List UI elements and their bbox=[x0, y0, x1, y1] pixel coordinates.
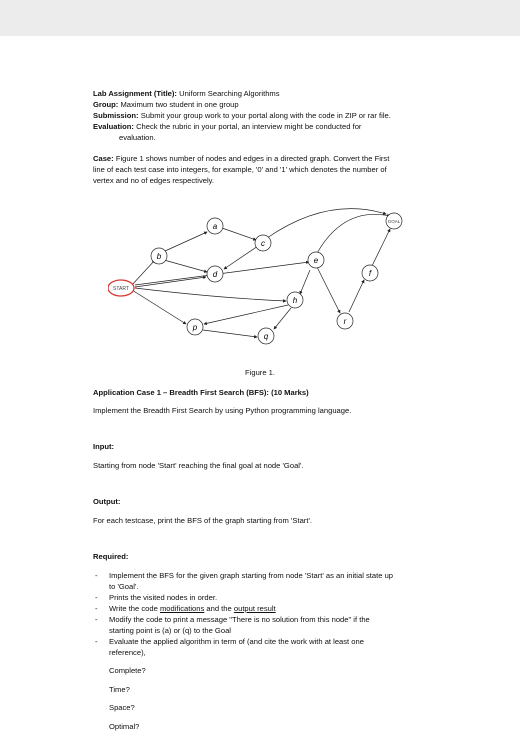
edge-e-r bbox=[317, 267, 340, 313]
modifications-link: modifications bbox=[159, 603, 205, 613]
svg-text:a: a bbox=[212, 222, 218, 231]
node-r bbox=[337, 313, 353, 329]
assignment-body bbox=[93, 379, 463, 740]
list-item: - Modify the code to print a message "There is no solution from this node" if the starting point is (a) or (q) to the Goal bbox=[109, 614, 463, 636]
node-e bbox=[308, 252, 324, 268]
edge-a-c bbox=[222, 228, 256, 240]
list-item: - Write the code modifications and the output result bbox=[109, 603, 463, 614]
graph-figure bbox=[108, 206, 408, 366]
node-start bbox=[108, 280, 134, 296]
edge-f-goal bbox=[372, 229, 390, 266]
case-line-3: vertex and no of edges respectively. bbox=[93, 176, 215, 185]
criterion-complete: Complete? bbox=[109, 666, 146, 676]
assignment-header bbox=[93, 88, 463, 186]
list-item: - Prints the visited nodes in order. bbox=[109, 592, 463, 603]
evaluation-line-2: evaluation. bbox=[119, 133, 156, 142]
node-d bbox=[207, 266, 223, 282]
submission-line: Submission: Submit your group work to your portal along with the code in ZIP or rar file. bbox=[93, 111, 391, 120]
edge-b-d bbox=[164, 260, 207, 272]
application-title: Application Case 1 – Breadth First Search (BFS): (10 Marks) bbox=[93, 387, 309, 397]
node-c bbox=[255, 235, 271, 251]
edge-e-goal bbox=[316, 214, 390, 255]
list-item: - Evaluate the applied algorithm in term of (and cite the work with at least one reference), bbox=[109, 636, 463, 658]
node-goal bbox=[386, 213, 402, 229]
svg-text:q: q bbox=[263, 332, 269, 341]
node-f bbox=[362, 265, 378, 281]
application-text: Implement the Breadth First Search by using Python programming language. bbox=[93, 406, 352, 416]
evaluation-criteria bbox=[93, 665, 463, 732]
svg-text:b: b bbox=[156, 252, 162, 261]
node-h bbox=[287, 292, 303, 308]
edge-p-q bbox=[203, 330, 257, 337]
edge-h-q bbox=[274, 308, 291, 329]
svg-text:e: e bbox=[313, 256, 319, 265]
node-q bbox=[258, 328, 274, 344]
svg-text:f: f bbox=[368, 269, 372, 278]
title-line: Lab Assignment (Title): Uniform Searching Algorithms bbox=[93, 89, 280, 98]
case-line-1: Case: Figure 1 shows number of nodes and edges in a directed graph. Convert the First bbox=[93, 154, 390, 163]
required-list bbox=[93, 570, 463, 658]
edge-start-b bbox=[131, 260, 155, 286]
output-result-link: output result bbox=[233, 603, 276, 613]
edge-c-d bbox=[224, 246, 258, 269]
case-line-2: line of each test case into integers, for example, '0' and '1' which denotes the number of bbox=[93, 165, 387, 174]
criterion-time: Time? bbox=[109, 684, 130, 694]
edge-start-d bbox=[135, 277, 206, 287]
node-b bbox=[151, 248, 167, 264]
input-label: Input: bbox=[93, 442, 115, 452]
edge-c-goal bbox=[267, 209, 386, 238]
output-label: Output: bbox=[93, 497, 121, 507]
svg-text:d: d bbox=[212, 270, 218, 279]
criterion-space: Space? bbox=[109, 703, 135, 713]
svg-text:h: h bbox=[292, 296, 298, 305]
output-text: For each testcase, print the BFS of the graph starting from 'Start'. bbox=[93, 515, 312, 525]
svg-text:c: c bbox=[261, 239, 265, 248]
evaluation-line: Evaluation: Check the rubric in your portal, an interview might be conducted for bbox=[93, 122, 362, 131]
edge-e-h bbox=[300, 270, 310, 294]
svg-text:p: p bbox=[192, 323, 198, 332]
edge-start-h bbox=[135, 288, 286, 301]
node-a bbox=[207, 218, 223, 234]
svg-text:r: r bbox=[343, 317, 347, 326]
group-line: Group: Maximum two student in one group bbox=[93, 100, 239, 109]
node-p bbox=[187, 319, 203, 335]
svg-text:GOAL: GOAL bbox=[387, 219, 401, 224]
svg-text:START: START bbox=[113, 286, 129, 292]
edge-b-a bbox=[165, 232, 207, 251]
criterion-optimal: Optimal? bbox=[109, 721, 140, 731]
edge-r-f bbox=[349, 280, 364, 312]
edge-start-p bbox=[132, 290, 186, 324]
edge-h-p bbox=[204, 305, 288, 324]
list-item: - Implement the BFS for the given graph starting from node 'Start' as an initial state up to 'Goal'. bbox=[109, 570, 463, 592]
required-label: Required: bbox=[93, 551, 129, 561]
top-bar bbox=[0, 0, 520, 36]
input-text: Starting from node 'Start' reaching the final goal at node 'Goal'. bbox=[93, 460, 304, 470]
figure-caption: Figure 1. bbox=[245, 368, 275, 377]
